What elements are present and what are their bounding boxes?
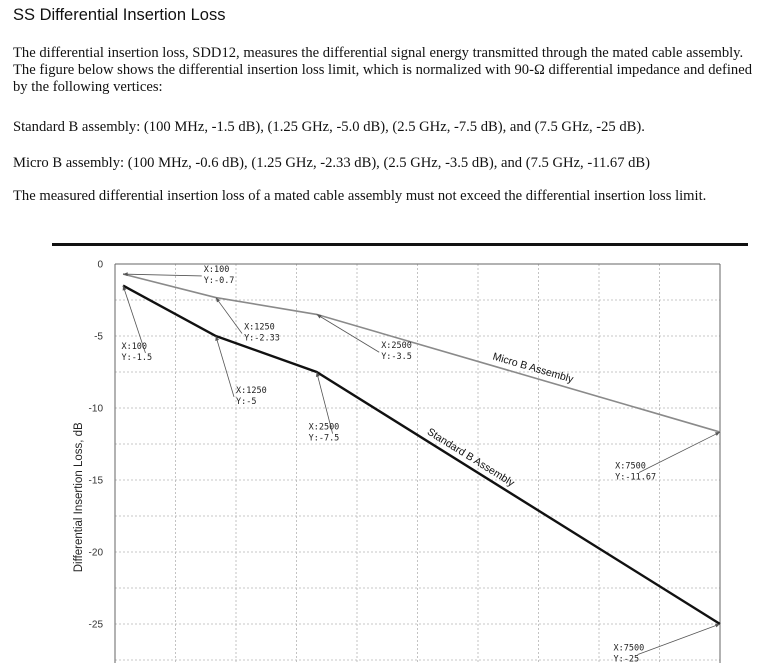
annotation-x-text: X:7500 [615,461,646,472]
series-label-standard-b: Standard B Assembly [424,425,517,490]
point-annotation [215,336,266,407]
section-heading: SS Differential Insertion Loss [13,6,226,24]
limit-statement: The measured differential insertion loss of a mated cable assembly must not exceed the differential insertion loss limit. [13,188,707,204]
annotation-y-text: Y:-5 [236,396,257,407]
annotation-leader-line [638,624,720,655]
annotation-leader-line [216,298,242,334]
series-label-micro-b: Micro B Assembly [491,350,575,386]
point-annotation [216,298,280,344]
annotation-x-text: X:1250 [236,385,267,396]
annotation-leader-line [123,274,202,276]
annotation-y-text: Y:-2.33 [244,333,280,344]
y-tick-label: -10 [88,403,103,415]
point-annotation [121,286,152,363]
annotation-leader-line [639,432,720,472]
annotation-arrowhead [715,624,720,628]
annotation-y-text: Y:-11.67 [615,472,657,483]
y-axis-label: Differential Insertion Loss, dB [73,422,85,573]
section-divider [52,243,748,246]
annotation-y-text: Y:-1.5 [121,352,153,363]
annotation-x-text: X:2500 [308,422,340,433]
annotation-y-text: Y:-7.5 [308,433,340,444]
annotation-x-text: X:7500 [613,643,645,654]
y-tick-label: -25 [88,619,103,631]
annotation-y-text: Y:-0.7 [203,275,235,286]
annotation-leader-line [317,314,380,352]
micro-b-vertices: Micro B assembly: (100 MHz, -0.6 dB), (1.25 GHz, -2.33 dB), (2.5 GHz, -3.5 dB), and (7.5 GHz, -11.67 dB) [13,155,651,171]
annotation-x-text: X:1250 [244,322,275,333]
annotation-y-text: Y:-3.5 [381,352,412,363]
point-annotation [123,265,234,286]
standard-b-vertices: Standard B assembly: (100 MHz, -1.5 dB), (1.25 GHz, -5.0 dB), (2.5 GHz, -7.5 dB), and (7.5 GHz, -25 dB). [13,119,645,135]
intro-paragraph: The differential insertion loss, SDD12, measures the differential signal energy transmitted through the mated cable assembly. The figure below shows the differential insertion loss limit, which is normalized with 90-Ω differential impedance and defined by the following vertices: [13,45,752,95]
point-annotation [615,432,720,482]
point-annotation [614,624,720,663]
chart-labels [73,351,575,573]
chart-annotations [121,265,720,663]
annotation-x-text: X:100 [121,341,148,352]
chart-series [123,274,720,624]
y-tick-label: -5 [94,331,103,343]
y-tick-label: -20 [88,547,103,559]
annotation-leader-line [216,336,234,397]
annotation-x-text: X:100 [203,264,230,275]
y-tick-label: -15 [88,475,103,487]
annotation-arrowhead [123,272,128,276]
insertion-loss-chart [0,250,767,663]
annotation-x-text: X:2500 [381,341,412,352]
annotation-y-text: Y:-25 [613,654,640,663]
y-tick-label: 0 [97,259,103,271]
